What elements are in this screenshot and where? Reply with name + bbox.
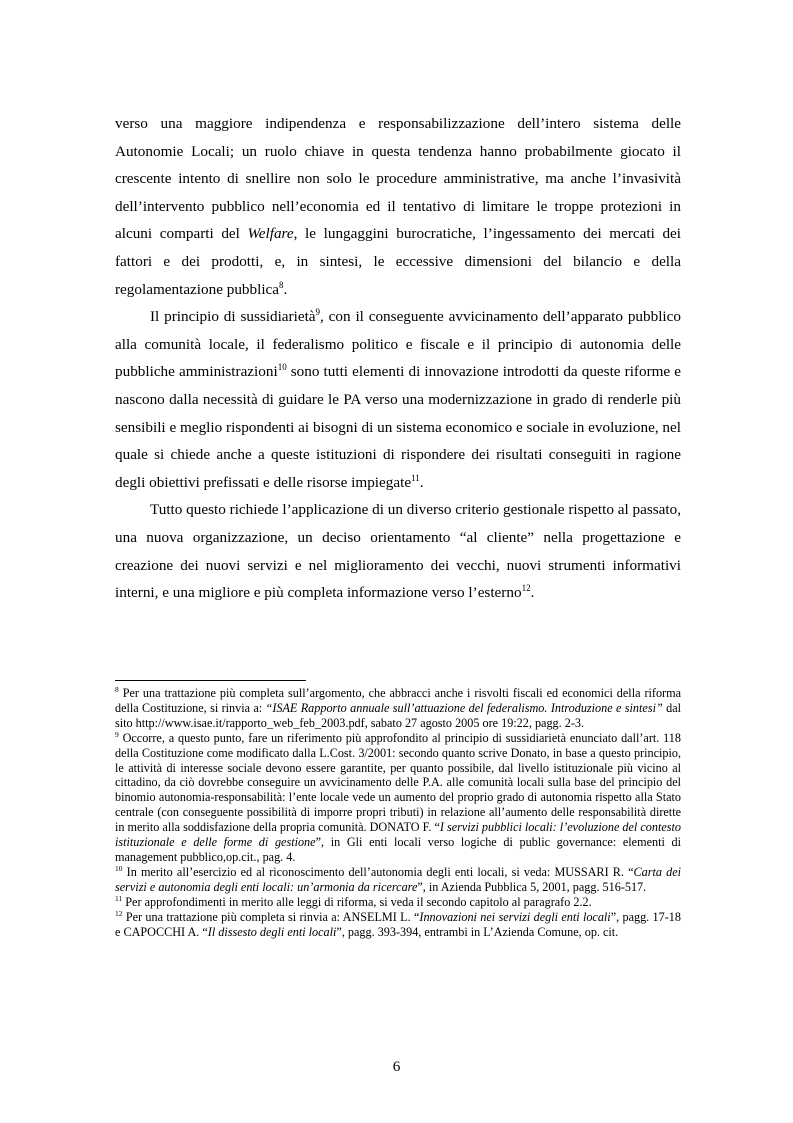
paragraph-2: Il principio di sussidiarietà$^9$, con il conseguente avvicinamento dell’apparato pubblico alla comunità locale, il federalismo politico e fiscale e il principio di autonomia delle pubbliche amministrazioni$^{10}$ sono tutti elementi di innovazione introdotti da queste riforme e nascono dalla necessità di guidare le PA verso una modernizzazione in grado di renderle più sensibili e meglio rispondenti ai bisogni di un sistema economico e sociale in evoluzione, nel quale si chiede anche a queste istituzioni di rispondere dei risultati conseguiti in ragione degli obiettivi prefissati e delle risorse impiegate$^{11}$. [115,307,682,491]
footnote-ref-8[interactable]: 8 [279,279,284,290]
body-text [115,110,681,607]
footnote-ref-10[interactable]: 10 [277,362,287,373]
footnote-8: $^8$ Per una trattazione più completa sull’argomento, che abbracci anche i risvolti fiscali ed economici della riforma della Costituzione, si rinvia a: “ISAE Rapporto annuale sull’attuazione del federalismo. Introduzione e sintesi” dal sito http://www.isae.it/rapporto_web_feb_2003.pdf, sabato 27 agosto 2005 ore 19:22, pagg. 2-3. [115,684,681,730]
footnote-12: $^{12}$ Per una trattazione più completa si rinvia a: ANSELMI L. “Innovazioni nei servizi degli enti locali”, pagg. 17-18 e CAPOCCHI A. “Il dissesto degli enti locali”, pagg. 393-394, entrambi in L’Azienda Comune, op. cit. [115,908,681,939]
footnote-separator [115,680,306,681]
footnote-ref-9[interactable]: 9 [315,307,321,318]
footnote-ref-12[interactable]: 12 [521,583,531,594]
footnote-11: $^{11}$ Per approfondimenti in merito alle leggi di riforma, si veda il secondo capitolo al paragrafo 2.2. [115,893,592,909]
page-number: 6 [392,1058,401,1075]
footnote-10: $^{10}$ In merito all’esercizio ed al riconoscimento dell’autonomia degli enti locali, si veda: MUSSARI R. “Carta dei servizi e autonomia degli enti locali: un’armonia da ricercare”, in Azienda Pubblica 5, 2001, pagg. 516-517. [115,863,681,894]
paragraph-3: Tutto questo richiede l’applicazione di un diverso criterio gestionale rispetto al passato, una nuova organizzazione, un deciso orientamento “al cliente” nella progettazione e creazione dei nuovi servizi e nel miglioramento dei vecchi, nuovi strumenti informativi interni, e una migliore e più completa informazione verso l’esterno$^{12}$. [115,501,681,602]
footnotes [115,686,681,939]
italic-term: Welfare [247,225,294,243]
footnote-ref-11[interactable]: 11 [411,472,420,483]
footnote-9: $^9$ Occorre, a questo punto, fare un riferimento più approfondito al principio di sussidiarietà enunciato dall’art. 118 della Costituzione come modificato dalla L.Cost. 3/2001: secondo quanto scrive Donato, in base a questo principio, le attività di interesse sociale devono essere garantite, per quanto possibile, dal livello istituzionale più vicino al cittadino, da ciò dovrebbe conseguire un avvicinamento delle P.A. alle comunità locali sulla base del principio del binomio autonomia-responsabilità: l’ente locale vede un aumento del proprio grado di autonomia rispetto alla Stato centrale (con conseguente possibilità di imporre propri tributi) in relazione all’aumento delle responsabilità dirette in merito alla soddisfazione della propria comunità. DONATO F. “I servizi pubblici locali: l’evoluzione del contesto istituzionale e delle forme di gestione”, in Gli enti locali verso logiche di public governance: elementi di management pubblico,op.cit., pag. 4. [115,729,682,864]
paragraph-1: verso una maggiore indipendenza e responsabilizzazione dell’intero sistema delle Autonomie Locali; un ruolo chiave in questa tendenza hanno probabilmente giocato il crescente intento di snellire non solo le procedure amministrative, ma anche l’invasività dell’intervento pubblico nell’economia ed il tentativo di limitare le troppe protezioni in alcuni comparti del Welfare, le lungaggini burocratiche, l’ingessamento dei mercati dei fattori e dei prodotti, e, in sintesi, le eccessive dimensioni del bilancio e della regolamentazione pubblica$^8$. [115,115,681,298]
